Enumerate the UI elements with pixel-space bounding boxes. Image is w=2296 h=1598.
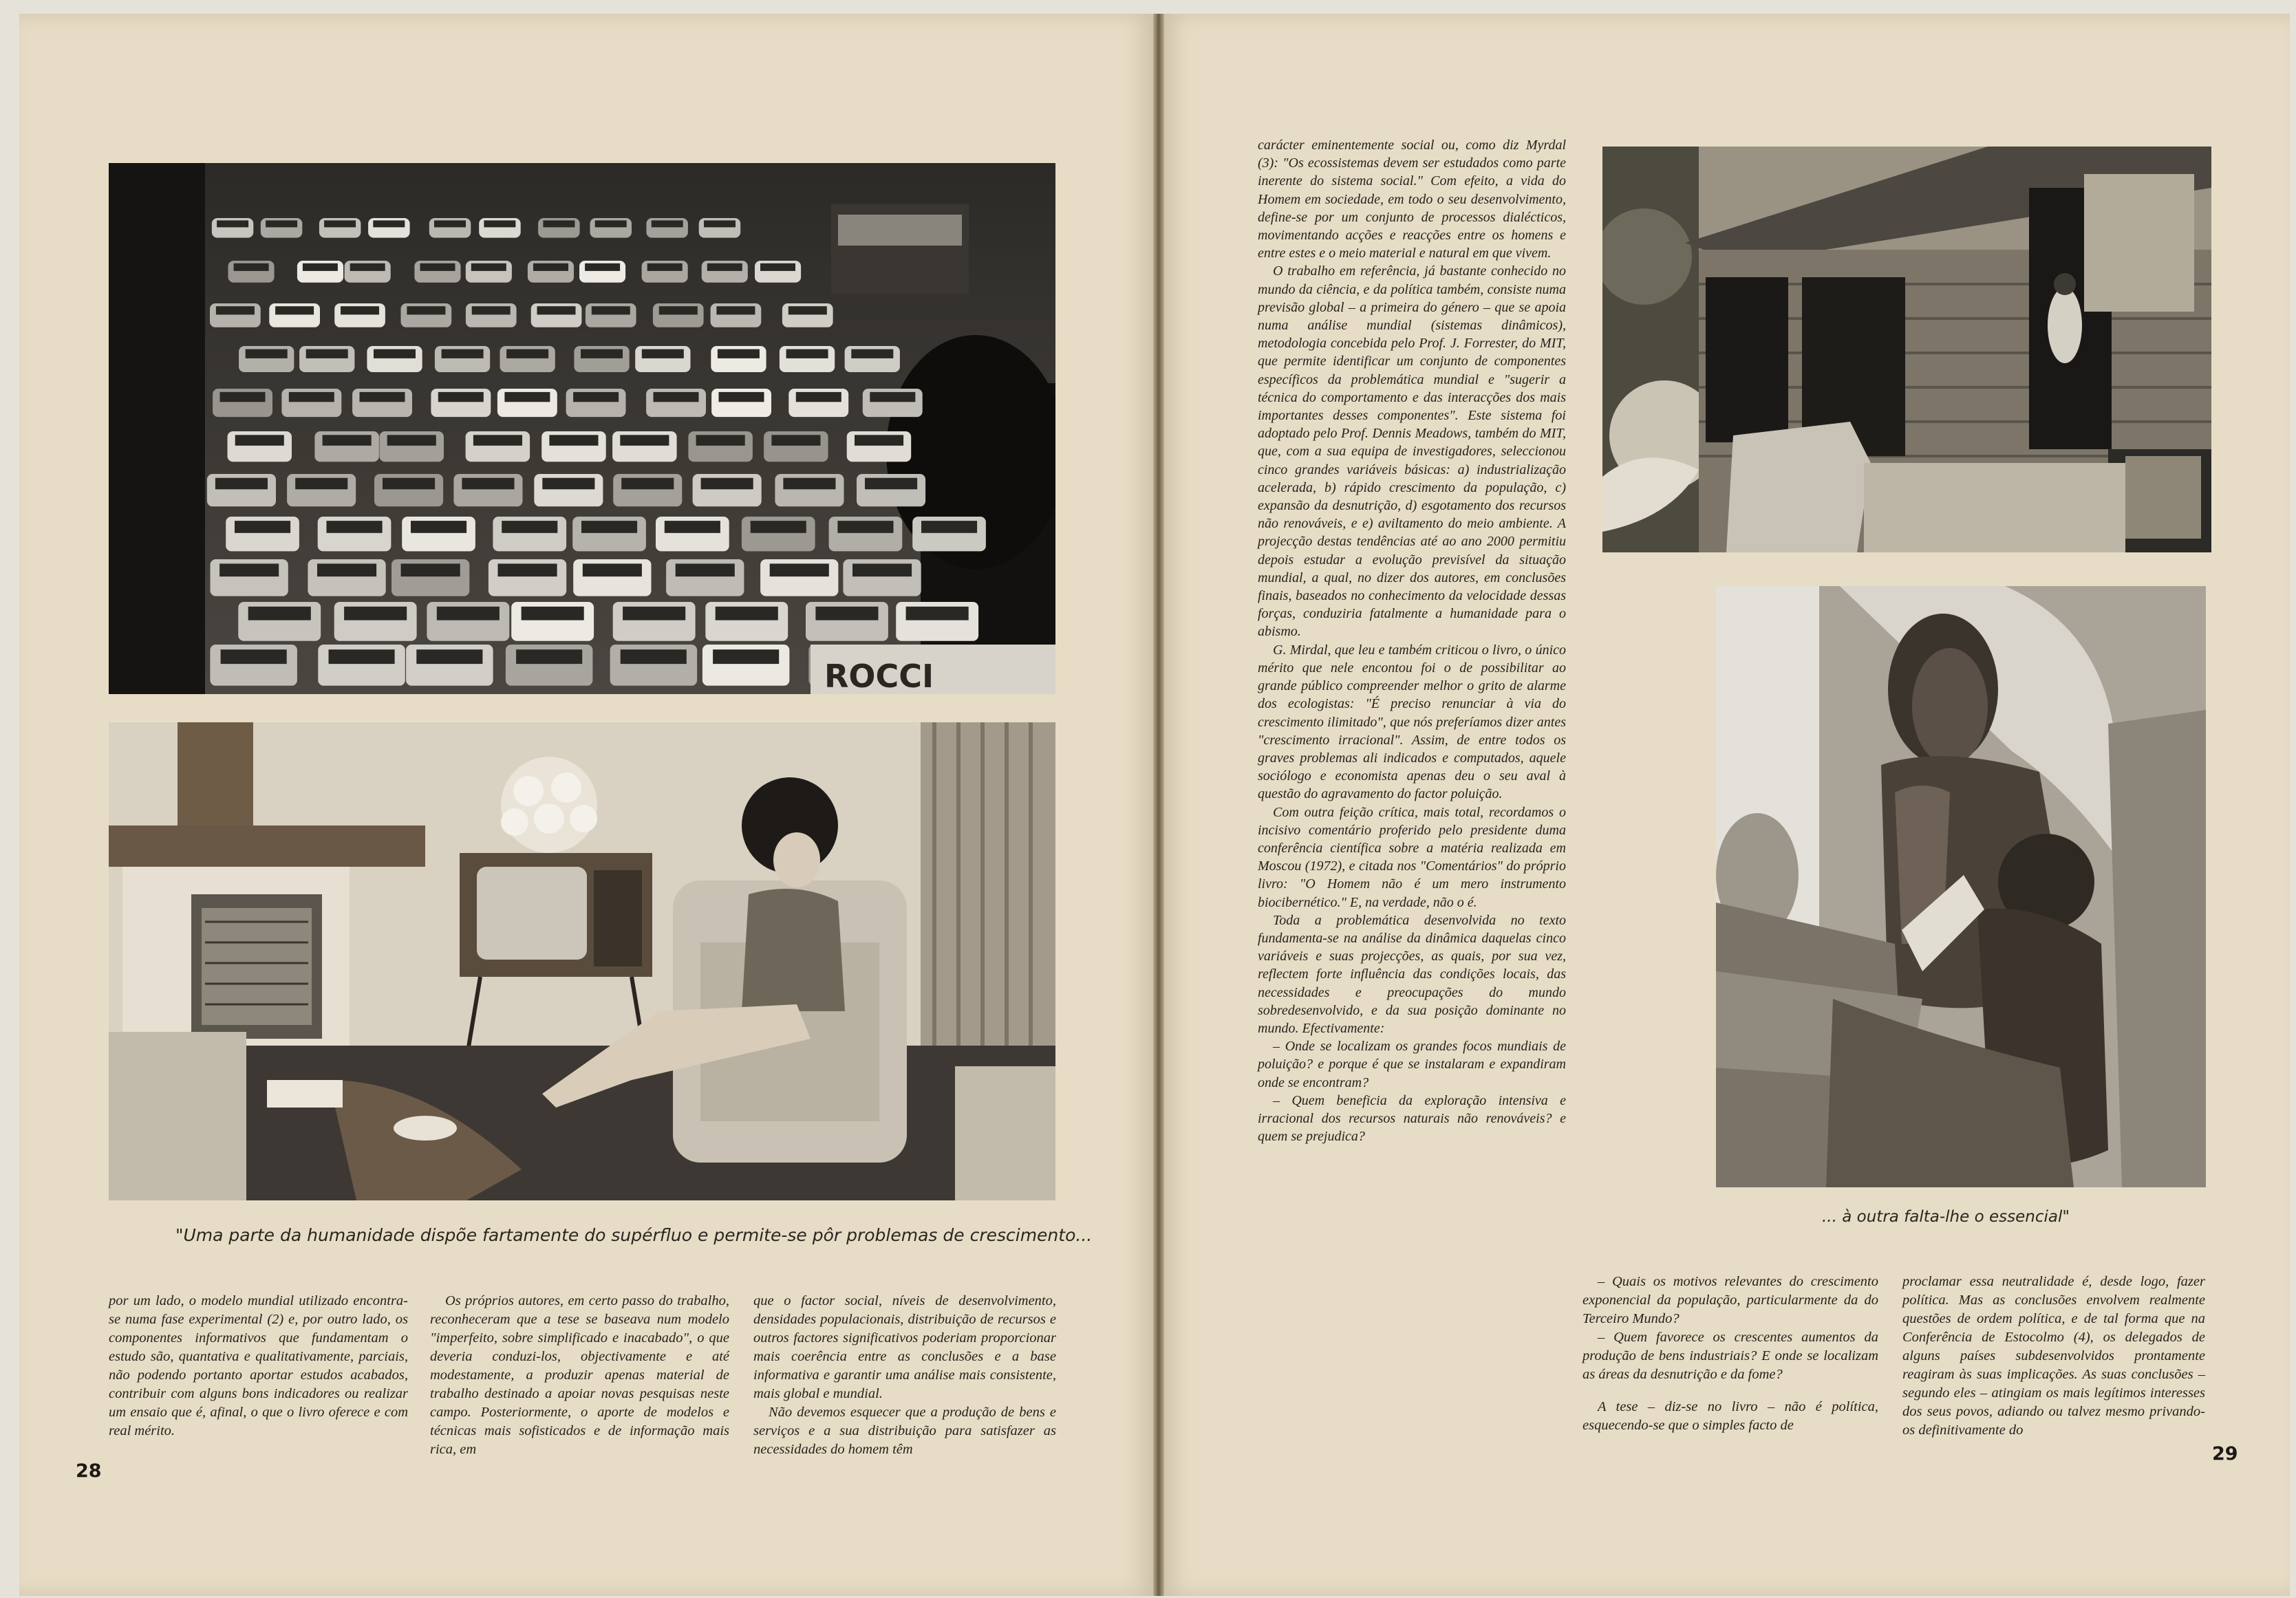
right-caption: ... à outra falta-lhe o essencial" bbox=[1822, 1208, 2070, 1226]
right-main-paragraph-3: G. Mirdal, que leu e também criticou o livro, o único mérito que nele encontou foi o de possibilitar ao grande público compreender melhor o grito de alarme dos ecologistas: "É preciso renunciar à via do crescimento ilimitado", que nós preferíamos dizer antes "crescimento irracional". Assim, de entre todos os graves problemas ali indicados e computados, aquele sociólogo e economista apenas deu o seu aval à questão do agravamento do factor poluição. bbox=[1258, 642, 1566, 802]
book-gutter bbox=[1153, 14, 1164, 1596]
mother-and-child-photo bbox=[1716, 586, 2206, 1187]
svg-text:ROCCI: ROCCI bbox=[824, 658, 934, 694]
right-main-paragraph-5: Toda a problemática desenvolvida no texto fundamenta-se na análise da dinâmica daquelas cinco variáveis e suas projecções, as quais, por sua vez, reflectem forte influência das condições locais, das necessidades e preocupações do mundo sobredesenvolvido, e da sua posição dominante no mundo. Efectivamente: bbox=[1258, 912, 1566, 1036]
right-bottom-paragraph-2: – Quem favorece os crescentes aumentos da produção de bens industriais? E onde se localizam as áreas da desnutrição e da fome? bbox=[1582, 1330, 1878, 1382]
left-column-1 bbox=[109, 1292, 408, 1440]
right-column-main bbox=[1258, 136, 1566, 1145]
right-main-paragraph-6: – Onde se localizam os grandes focos mundiais de poluição? e porque é que se instalaram e expandiram onde se encontram? bbox=[1258, 1039, 1566, 1090]
right-column-bottom-1 bbox=[1582, 1273, 1878, 1435]
right-bottom-paragraph-3: A tese – diz-se no livro – não é política, esquecendo-se que o simples facto de bbox=[1582, 1399, 1878, 1433]
left-column-3 bbox=[753, 1292, 1056, 1459]
right-bottom-paragraph-4: proclamar essa neutralidade é, desde logo, fazer política. Mas as conclusões envolvem realmente questões de ordem política, e de tal forma que na Conferência de Estocolmo (4), os delegados de alguns países subdesenvolvidos prontamente reagiram às suas implicações. As suas conclusões – segundo eles – atingiam os mais legítimos interesses dos seus povos, adiando ou talvez mesmo privando-os definitivamente do bbox=[1902, 1274, 2205, 1438]
left-caption: "Uma parte da humanidade dispõe fartamente do supérfluo e permite-se pôr problemas de crescimento... bbox=[175, 1225, 1093, 1245]
right-column-bottom-2 bbox=[1902, 1273, 2205, 1440]
left-page-number: 28 bbox=[76, 1460, 102, 1482]
left-column-3-paragraph-1: que o factor social, níveis de desenvolvimento, densidades populacionais, distribuição de recursos e outros factores significativos poderiam proporcionar mais coerência entre as conclusões e a base informativa e garantir uma análise mais consistente, mais global e mundial. bbox=[753, 1293, 1056, 1401]
woman-television-livingroom-photo bbox=[109, 722, 1055, 1200]
right-page-number: 29 bbox=[2212, 1443, 2238, 1465]
right-main-paragraph-2: O trabalho em referência, já bastante conhecido no mundo da ciência, e da política também, consiste numa previsão global – a primeira do género – que se apoia numa análise mundial (sistemas dinâmicos), metodologia concebida pelo Prof. J. Forrester, do MIT, que permite identificar um conjunto de componentes específicos da problemática mundial e "sugerir a técnica do comportamento e das interacções dos mais importantes desses componentes". Este sistema foi adoptado pelo Prof. Dennis Meadows, também do MIT, que, com a sua equipa de investigadores, seleccionou cinco grandes variáveis básicas: a) industrialização acelerada, b) rápido crescimento da população, c) expansão da desnutrição, d) esgotamento dos recursos não renováveis, e e) aviltamento do meio ambiente. A projecção destas tendências até ao ano 2000 permitiu depois estudar a evolução previsível da situação mundial, a qual, no dizer dos autores, em conclusões finais, baseados no conhecimento da velocidade dessas forças, conduziria fatalmente a humanidade para o abismo. bbox=[1258, 263, 1566, 640]
traffic-jam-photo bbox=[109, 163, 1055, 694]
wooden-shack-photo bbox=[1602, 147, 2211, 552]
right-main-paragraph-4: Com outra feição crítica, mais total, recordamos o incisivo comentário proferido pelo presidente duma conferência científica sobre a matéria realizada em Moscou (1972), e citada nos "Comentários" do próprio livro: "O Homem não é um mero instrumento biocibernético." E, na verdade, não o é. bbox=[1258, 804, 1566, 910]
left-column-3-paragraph-2: Não devemos esquecer que a produção de bens e serviços e a sua distribuição para satisfazer as necessidades do homem têm bbox=[753, 1405, 1056, 1457]
right-main-paragraph-7: – Quem beneficia da exploração intensiva e irracional dos recursos naturais não renováveis? e quem se prejudica? bbox=[1258, 1092, 1566, 1145]
left-column-2-paragraph: Os próprios autores, em certo passo do trabalho, reconheceram que a tese se baseava num modelo "imperfeito, sobre simplificado e inacabado", o que deveria conduzi-los, objectivamente e até modestamente, a produzir apenas material de trabalho destinado a apoiar novas pesquisas neste campo. Posteriormente, o aporte de modelos e técnicas mais sofisticados e de informação mais rica, em bbox=[430, 1293, 729, 1457]
right-main-paragraph-1: carácter eminentemente social ou, como diz Myrdal (3): "Os ecossistemas devem ser estudados como parte inerente do sistema social." Com efeito, a vida do Homem em sociedade, em todo o seu desenvolvimento, define-se por um conjunto de processos dialécticos, movimentando acções e reacções entre os homens e entre estes e o meio material e natural em que vivem. bbox=[1258, 138, 1566, 261]
right-bottom-paragraph-1: – Quais os motivos relevantes do crescimento exponencial da população, particularmente da do Terceiro Mundo? bbox=[1582, 1274, 1878, 1326]
left-column-2 bbox=[430, 1292, 729, 1459]
left-column-1-paragraph: por um lado, o modelo mundial utilizado encontra-se numa fase experimental (2) e, por outro lado, os componentes informativos que fundamentam o estudo são, quantativa e qualitativamente, parciais, não podendo portanto aportar estudos acabados, contribuir com alguns bons indicadores ou realizar um ensaio que é, afinal, o que o livro oferece e com real mérito. bbox=[109, 1293, 408, 1438]
